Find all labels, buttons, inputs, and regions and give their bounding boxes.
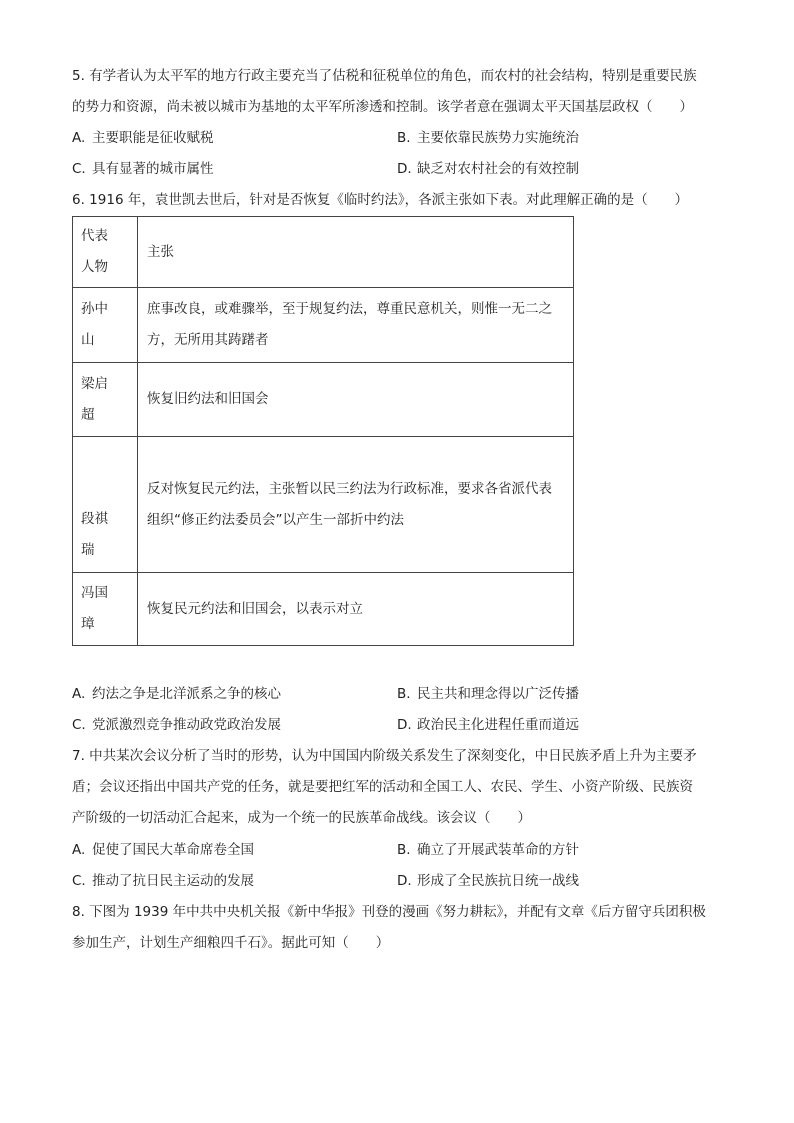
header-cell-claim	[138, 217, 574, 288]
option-label: D.	[397, 161, 412, 177]
option-text: 形成了全民族抗日统一战线	[417, 873, 579, 889]
q7-stem-line-3: 产阶级的一切活动汇合起来，成为一个统一的民族革命战线。该会议（ ）	[72, 810, 531, 826]
q5-stem-line-1: 5. 有学者认为太平军的地方行政主要充当了估税和征税单位的角色，而农村的社会结构，特别是重要民族	[72, 68, 697, 84]
option-label: B.	[397, 686, 411, 702]
option-label: A.	[72, 842, 86, 858]
claim-text: 组织“修正约法委员会”以产生一部折中约法	[147, 511, 404, 528]
name-text: 璋	[81, 616, 95, 632]
q6-claims-table	[72, 216, 574, 646]
q6-stem: 6. 1916 年，袁世凯去世后，针对是否恢复《临时约法》，各派主张如下表。对此理解正确的是（ ）	[72, 192, 689, 208]
option-text: 确立了开展武装革命的方针	[417, 842, 579, 858]
q6-option-b[interactable]	[397, 684, 579, 704]
name-cell	[73, 437, 138, 573]
option-text: 缺乏对农村社会的有效控制	[417, 161, 579, 177]
q8-stem-line-2: 参加生产，计划生产细粮四千石》。据此可知（ ）	[72, 935, 390, 951]
option-label: A.	[72, 686, 86, 702]
header-cell-representative	[73, 217, 138, 288]
claim-text: 恢复旧约法和旧国会	[147, 391, 269, 407]
name-text: 瑞	[81, 542, 95, 558]
option-text: 政治民主化进程任重而道远	[417, 717, 579, 733]
header-text: 人物	[81, 259, 108, 275]
q5-option-c[interactable]	[72, 159, 214, 179]
claim-text: 反对恢复民元约法，主张暂以民三约法为行政标准，要求各省派代表	[147, 480, 552, 497]
name-text: 山	[81, 332, 95, 348]
claim-cell	[138, 437, 574, 573]
option-label: A.	[72, 130, 86, 146]
claim-cell	[138, 288, 574, 363]
q7-stem-line-1: 7. 中共某次会议分析了当时的形势，认为中国国内阶级关系发生了深刻变化，中日民族矛盾上升为主要矛	[72, 748, 697, 764]
option-text: 民主共和理念得以广泛传播	[417, 686, 579, 702]
q7-option-c[interactable]	[72, 871, 254, 891]
option-label: D.	[397, 717, 412, 733]
name-text: 冯国	[81, 585, 108, 601]
option-text: 具有显著的城市属性	[92, 161, 214, 177]
option-label: C.	[72, 161, 86, 177]
option-text: 主要依靠民族势力实施统治	[417, 130, 579, 146]
q6-option-c[interactable]	[72, 715, 281, 735]
q7-option-d[interactable]	[397, 871, 579, 891]
table-row	[73, 573, 574, 646]
option-text: 党派激烈竞争推动政党政治发展	[92, 717, 281, 733]
option-text: 推动了抗日民主运动的发展	[92, 873, 254, 889]
q7-stem-line-2: 盾；会议还指出中国共产党的任务，就是要把红军的活动和全国工人、农民、学生、小资产阶级、民族资	[72, 779, 693, 795]
q5-option-d[interactable]	[397, 159, 579, 179]
option-text: 主要职能是征收赋税	[92, 130, 214, 146]
name-cell	[73, 288, 138, 363]
option-label: C.	[72, 873, 86, 889]
name-text: 超	[81, 406, 95, 423]
header-text: 主张	[147, 243, 174, 260]
table-row	[73, 437, 574, 573]
option-label: D.	[397, 873, 412, 889]
table-row	[73, 288, 574, 363]
q7-option-b[interactable]	[397, 840, 579, 860]
q8-stem-line-1: 8. 下图为 1939 年中共中央机关报《新中华报》刊登的漫画《努力耕耘》，并配有文章《后方留守兵团积极	[72, 904, 706, 920]
claim-cell	[138, 573, 574, 646]
claim-cell	[138, 363, 574, 437]
q6-option-d[interactable]	[397, 715, 579, 735]
table-row	[73, 363, 574, 437]
name-cell	[73, 573, 138, 646]
claim-text: 恢复民元约法和旧国会，以表示对立	[147, 600, 363, 617]
name-cell	[73, 363, 138, 437]
option-text: 促使了国民大革命席卷全国	[92, 842, 254, 858]
option-label: B.	[397, 130, 411, 146]
claim-text: 方，无所用其踌躇者	[147, 332, 269, 348]
option-label: B.	[397, 842, 411, 858]
name-text: 孙中	[81, 301, 108, 317]
q5-option-b[interactable]	[397, 128, 579, 148]
claim-text: 庶事改良，或难骤举，至于规复约法，尊重民意机关，则惟一无二之	[147, 301, 552, 317]
option-label: C.	[72, 717, 86, 733]
name-text: 段祺	[81, 511, 108, 527]
name-text: 梁启	[81, 375, 108, 392]
option-text: 约法之争是北洋派系之争的核心	[92, 686, 281, 702]
q6-option-a[interactable]	[72, 684, 281, 704]
table-header-row	[73, 217, 574, 288]
q5-option-a[interactable]	[72, 128, 214, 148]
q7-option-a[interactable]	[72, 840, 254, 860]
q5-stem-line-2: 的势力和资源，尚未被以城市为基地的太平军所渗透和控制。该学者意在强调太平天国基层政权（ ）	[72, 99, 693, 115]
header-text: 代表	[81, 228, 108, 244]
